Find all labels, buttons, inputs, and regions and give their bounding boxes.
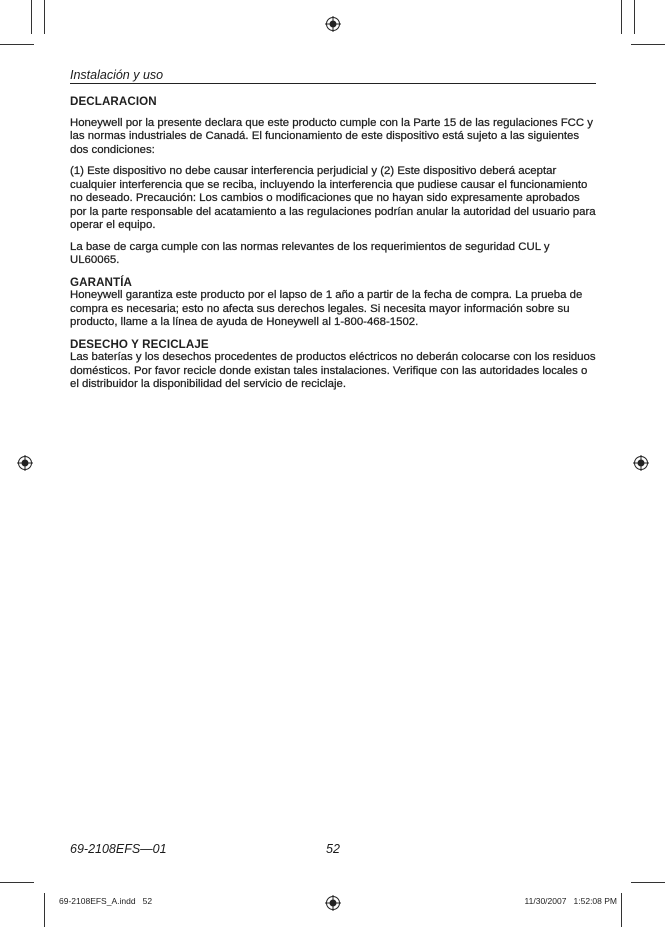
document-code: 69-2108EFS—01 [70, 842, 167, 856]
crop-mark [621, 0, 622, 34]
heading-desecho: DESECHO Y RECICLAJE [70, 337, 209, 351]
crop-mark [621, 893, 622, 927]
slug-file-info: 69-2108EFS_A.indd 52 [59, 896, 153, 906]
heading-declaracion: DECLARACION [70, 95, 157, 108]
registration-mark-icon [325, 895, 341, 911]
paragraph: Las baterías y los desechos procedentes de productos eléctricos no deberán colocarse con los residuos domésticos. Por favor recicle donde existan tales instalaciones. Verifique con las autoridades locales o el distribuidor la disponibilidad del servicio de reciclaje. [70, 351, 596, 390]
slug-datetime: 11/30/2007 1:52:08 PM [524, 896, 617, 906]
paragraph: La base de carga cumple con las normas relevantes de los requerimientos de seguridad CUL y UL60065. [70, 240, 550, 266]
paragraph: (1) Este dispositivo no debe causar interferencia perjudicial y (2) Este dispositivo deberá aceptar cualquier interferencia que se reciba, incluyendo la interferencia que pudiese causar el funcionamiento no deseado. Precaución: Los cambios o modificaciones que no hayan sido expresamente aprobados por la parte responsable del acatamiento a las regulaciones podrían anular la autoridad del usuario para operar el equipo. [70, 165, 596, 231]
paragraph: Honeywell garantiza este producto por el lapso de 1 año a partir de la fecha de compra. La prueba de compra es necesaria; esto no afecta sus derechos legales. Si necesita mayor información sobre su producto, llame a la línea de ayuda de Honeywell al 1-800-468-1502. [70, 289, 583, 328]
registration-mark-icon [633, 455, 649, 471]
page-content [70, 95, 596, 400]
crop-mark [634, 0, 635, 34]
crop-mark [631, 44, 665, 45]
crop-mark [631, 882, 665, 883]
heading-garantia: GARANTÍA [70, 275, 132, 289]
registration-mark-icon [325, 16, 341, 32]
crop-mark [0, 882, 34, 883]
page-number: 52 [326, 842, 340, 856]
crop-mark [31, 0, 32, 34]
paragraph: Honeywell por la presente declara que este producto cumple con la Parte 15 de las regulaciones FCC y las normas industriales de Canadá. El funcionamiento de este dispositivo está sujeto a las siguientes dos condiciones: [70, 116, 593, 156]
crop-mark [44, 893, 45, 927]
section-header: Instalación y uso [70, 68, 596, 84]
registration-mark-icon [17, 455, 33, 471]
crop-mark [44, 0, 45, 34]
crop-mark [0, 44, 34, 45]
